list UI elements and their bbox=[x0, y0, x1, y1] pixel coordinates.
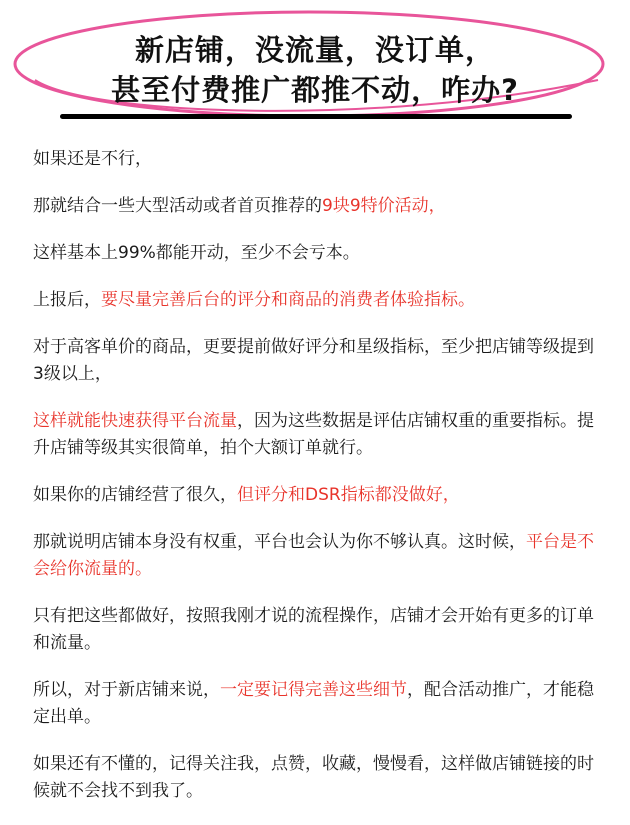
highlighted-text: 但评分和DSR指标都没做好， bbox=[237, 485, 460, 505]
paragraph bbox=[33, 677, 603, 731]
header bbox=[0, 0, 630, 130]
highlighted-text: 一定要记得完善这些细节 bbox=[220, 680, 407, 700]
article-body bbox=[33, 146, 603, 825]
text-segment: 只有把这些都做好，按照我刚才说的流程操作，店铺才会开始有更多的订单和流量。 bbox=[33, 606, 594, 653]
text-segment: 上报后， bbox=[33, 290, 101, 310]
paragraph bbox=[33, 334, 603, 388]
paragraph bbox=[33, 482, 603, 509]
highlighted-text: 这样就能快速获得平台流量 bbox=[33, 411, 237, 431]
text-segment: 那就说明店铺本身没有权重，平台也会认为你不够认真。这时候， bbox=[33, 532, 526, 552]
paragraph bbox=[33, 240, 603, 267]
paragraph bbox=[33, 287, 603, 314]
highlighted-text: 要尽量完善后台的评分和商品的消费者体验指标。 bbox=[101, 290, 475, 310]
highlighted-text: 9块9特价活动， bbox=[322, 196, 446, 216]
paragraph bbox=[33, 193, 603, 220]
paragraph bbox=[33, 408, 603, 462]
text-segment: 如果你的店铺经营了很久， bbox=[33, 485, 237, 505]
text-segment: ，因为这些数据是评估店铺权重的重要指标。提升店铺等级其实很简单，拍个大额订单就行。 bbox=[33, 411, 594, 458]
title-underline bbox=[60, 114, 572, 119]
text-segment: 所以，对于新店铺来说， bbox=[33, 680, 220, 700]
text-segment: 如果还是不行， bbox=[33, 149, 152, 169]
text-segment: 如果还有不懂的，记得关注我，点赞，收藏，慢慢看，这样做店铺链接的时候就不会找不到我了。 bbox=[33, 754, 594, 801]
text-segment: 那就结合一些大型活动或者首页推荐的 bbox=[33, 196, 322, 216]
text-segment: 对于高客单价的商品，更要提前做好评分和星级指标，至少把店铺等级提到3级以上， bbox=[33, 337, 594, 384]
paragraph bbox=[33, 603, 603, 657]
text-segment: ，配合活动推广，才能稳定出单。 bbox=[33, 680, 594, 727]
paragraph bbox=[33, 529, 603, 583]
title-line-2: 甚至付费推广都推不动，咋办? bbox=[111, 73, 519, 107]
paragraph bbox=[33, 751, 603, 805]
highlighted-text: 平台是不会给你流量的。 bbox=[33, 532, 594, 579]
text-segment: 这样基本上99%都能开动，至少不会亏本。 bbox=[33, 243, 360, 263]
title-line-1: 新店铺，没流量，没订单， bbox=[134, 33, 495, 67]
paragraph bbox=[33, 146, 603, 173]
